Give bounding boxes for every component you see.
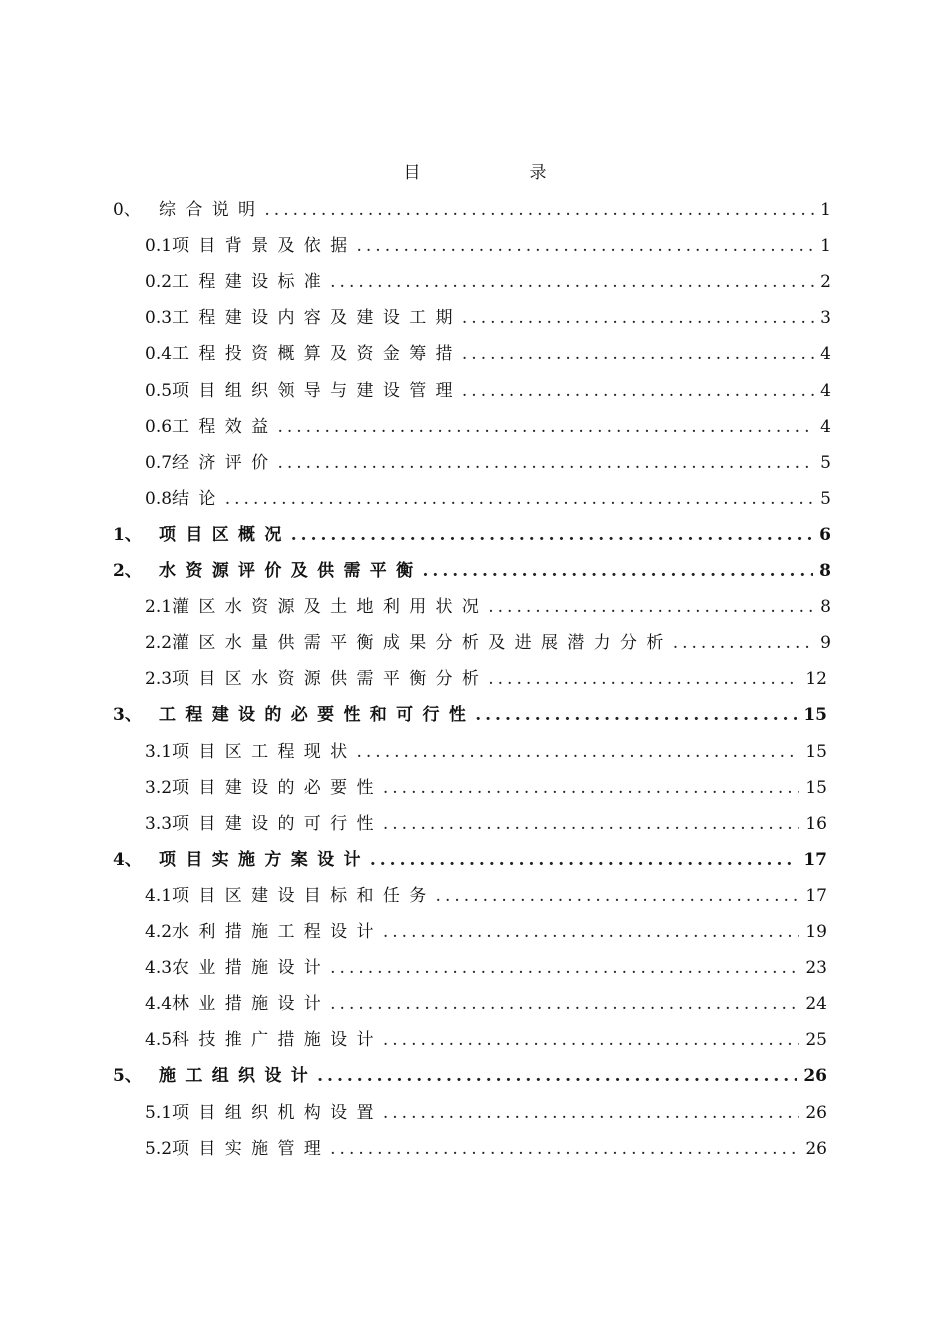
toc-section-entry[interactable] <box>145 986 827 1022</box>
toc-entry-title: 施工组织设计 <box>159 1066 318 1086</box>
toc-page-number: 4 <box>820 417 831 437</box>
toc-entry-number: 4.3 <box>145 958 173 978</box>
toc-section-entry[interactable] <box>145 914 827 950</box>
toc-dot-leader <box>383 1022 800 1058</box>
toc-page-number: 5 <box>820 489 831 509</box>
toc-entry-number: 2.1 <box>145 597 173 617</box>
toc-dot-leader <box>383 770 800 806</box>
toc-entry-title: 项目区建设目标和任务 <box>172 886 436 906</box>
toc-chapter-entry[interactable] <box>113 697 827 733</box>
toc-section-entry[interactable] <box>145 409 831 445</box>
toc-section-entry[interactable] <box>145 625 831 661</box>
toc-entry-number: 4.5 <box>145 1030 173 1050</box>
toc-dot-leader <box>370 842 798 878</box>
page-title: 目 录 <box>403 163 593 183</box>
toc-entry-number: 2.3 <box>145 669 173 689</box>
toc-entry-number: 0.1 <box>145 236 173 256</box>
toc-entry-title: 水利措施工程设计 <box>172 922 383 942</box>
toc-chapter-entry[interactable] <box>113 842 827 878</box>
toc-entry-title: 项目实施管理 <box>172 1139 331 1159</box>
toc-entry-title: 项目组织领导与建设管理 <box>172 381 462 401</box>
toc-section-entry[interactable] <box>145 734 827 770</box>
toc-entry-number: 0.4 <box>145 344 173 364</box>
toc-dot-leader <box>277 445 814 481</box>
toc-dot-leader <box>383 806 800 842</box>
toc-entry-number: 0.8 <box>145 489 173 509</box>
toc-dot-leader <box>357 734 800 770</box>
toc-entry-title: 工程建设的必要性和可行性 <box>159 705 476 725</box>
toc-dot-leader <box>383 1095 800 1131</box>
toc-entry-title: 项目区工程现状 <box>172 742 357 762</box>
toc-section-entry[interactable] <box>145 878 827 914</box>
toc-dot-leader <box>462 373 814 409</box>
toc-dot-leader <box>330 264 814 300</box>
toc-dot-leader <box>330 1131 799 1167</box>
toc-page-number: 3 <box>820 308 831 328</box>
toc-entry-title: 项目建设的可行性 <box>172 814 383 834</box>
toc-chapter-entry[interactable] <box>113 517 831 553</box>
toc-page-number: 24 <box>805 994 827 1014</box>
toc-dot-leader <box>357 228 815 264</box>
toc-chapter-entry[interactable] <box>113 1058 827 1094</box>
toc-entry-title: 灌区水量供需平衡成果分析及进展潜力分析 <box>172 633 673 653</box>
toc-entry-title: 经济评价 <box>172 453 278 473</box>
toc-entry-number: 0.3 <box>145 308 173 328</box>
toc-entry-title: 工程建设标准 <box>172 272 331 292</box>
toc-page-number: 8 <box>820 597 831 617</box>
toc-entry-title: 项目区水资源供需平衡分析 <box>172 669 489 689</box>
toc-entry-title: 项目区概况 <box>159 525 291 545</box>
toc-section-entry[interactable] <box>145 445 831 481</box>
toc-page-number: 15 <box>805 742 827 762</box>
toc-dot-leader <box>383 914 800 950</box>
toc-section-entry[interactable] <box>145 1131 827 1167</box>
toc-section-entry[interactable] <box>145 373 831 409</box>
toc-dot-leader <box>673 625 814 661</box>
toc-section-entry[interactable] <box>145 806 827 842</box>
toc-entry-number: 3.3 <box>145 814 173 834</box>
toc-dot-leader <box>264 192 814 228</box>
toc-dot-leader <box>462 300 814 336</box>
toc-entry-title: 农业措施设计 <box>172 958 331 978</box>
toc-entry-number: 0、 <box>113 200 141 220</box>
toc-chapter-entry[interactable] <box>113 553 831 589</box>
toc-page-number: 26 <box>803 1066 827 1086</box>
toc-entry-title: 项目建设的必要性 <box>172 778 383 798</box>
toc-entry-number: 5.2 <box>145 1139 173 1159</box>
toc-entry-title: 工程建设内容及建设工期 <box>172 308 462 328</box>
toc-page-number: 26 <box>805 1139 827 1159</box>
toc-entry-title: 结论 <box>172 489 225 509</box>
toc-dot-leader <box>225 481 814 517</box>
toc-page-number: 15 <box>803 705 827 725</box>
toc-entry-number: 3.1 <box>145 742 173 762</box>
toc-entry-number: 4、 <box>113 850 142 870</box>
toc-dot-leader <box>291 517 813 553</box>
toc-section-entry[interactable] <box>145 228 831 264</box>
toc-dot-leader <box>462 336 814 372</box>
toc-page-number: 9 <box>820 633 831 653</box>
toc-dot-leader <box>277 409 814 445</box>
toc-page-number: 19 <box>805 922 827 942</box>
toc-page-number: 23 <box>805 958 827 978</box>
toc-entry-title: 水资源评价及供需平衡 <box>159 561 423 581</box>
toc-entry-number: 3.2 <box>145 778 173 798</box>
toc-page-number: 15 <box>805 778 827 798</box>
toc-page-number: 5 <box>820 453 831 473</box>
toc-entry-number: 1、 <box>113 525 142 545</box>
toc-dot-leader <box>436 878 800 914</box>
toc-section-entry[interactable] <box>145 1022 827 1058</box>
toc-dot-leader <box>330 986 799 1022</box>
toc-entry-number: 5.1 <box>145 1103 173 1123</box>
toc-page-number: 1 <box>820 236 831 256</box>
toc-entry-title: 科技推广措施设计 <box>172 1030 383 1050</box>
toc-entry-title: 综合说明 <box>159 200 265 220</box>
toc-dot-leader <box>488 589 814 625</box>
toc-dot-leader <box>488 661 799 697</box>
toc-section-entry[interactable] <box>145 770 827 806</box>
toc-entry-title: 工程投资概算及资金筹措 <box>172 344 462 364</box>
toc-section-entry[interactable] <box>145 264 831 300</box>
toc-section-entry[interactable] <box>145 1095 827 1131</box>
toc-page-number: 6 <box>819 525 831 545</box>
toc-section-entry[interactable] <box>145 336 831 372</box>
toc-section-entry[interactable] <box>145 589 831 625</box>
toc-entry-number: 2.2 <box>145 633 173 653</box>
toc-section-entry[interactable] <box>145 300 831 336</box>
toc-dot-leader <box>423 553 814 589</box>
toc-page-number: 12 <box>805 669 827 689</box>
toc-page-number: 17 <box>803 850 827 870</box>
toc-entry-number: 4.4 <box>145 994 173 1014</box>
toc-entry-title: 灌区水资源及土地利用状况 <box>172 597 489 617</box>
toc-section-entry[interactable] <box>145 481 831 517</box>
toc-entry-title: 项目实施方案设计 <box>159 850 370 870</box>
toc-entry-title: 林业措施设计 <box>172 994 331 1014</box>
toc-entry-title: 工程效益 <box>172 417 278 437</box>
toc-page-number: 25 <box>805 1030 827 1050</box>
toc-section-entry[interactable] <box>145 661 827 697</box>
toc-dot-leader <box>330 950 799 986</box>
toc-entry-title: 项目组织机构设置 <box>172 1103 383 1123</box>
toc-entry-number: 2、 <box>113 561 142 581</box>
toc-entry-number: 0.5 <box>145 381 173 401</box>
toc-page-number: 17 <box>805 886 827 906</box>
toc-page-number: 2 <box>820 272 831 292</box>
toc-entry-number: 0.7 <box>145 453 173 473</box>
toc-entry-number: 0.2 <box>145 272 173 292</box>
toc-page-number: 8 <box>819 561 831 581</box>
toc-page-number: 4 <box>820 381 831 401</box>
toc-entry-title: 项目背景及依据 <box>172 236 357 256</box>
toc-dot-leader <box>475 697 797 733</box>
toc-entry-number: 0.6 <box>145 417 173 437</box>
toc-entry-number: 4.2 <box>145 922 173 942</box>
toc-entry-number: 5、 <box>113 1066 142 1086</box>
toc-chapter-entry[interactable] <box>113 192 831 228</box>
toc-page-number: 26 <box>805 1103 827 1123</box>
toc-entry-number: 3、 <box>113 705 142 725</box>
toc-dot-leader <box>317 1058 797 1094</box>
toc-page-number: 1 <box>820 200 831 220</box>
toc-page-number: 4 <box>820 344 831 364</box>
toc-page-number: 16 <box>805 814 827 834</box>
toc-section-entry[interactable] <box>145 950 827 986</box>
toc-entry-number: 4.1 <box>145 886 173 906</box>
